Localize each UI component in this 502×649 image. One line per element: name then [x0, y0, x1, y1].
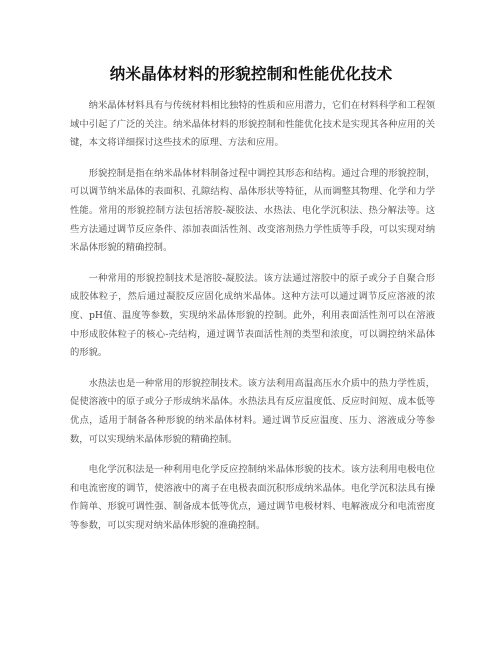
- paragraph-sol-gel: 一种常用的形貌控制技术是溶胶-凝胶法。该方法通过溶胶中的原子或分子自聚合形成胶体粒子，然后通过凝胶反应固化成纳米晶体。这种方法可以通过调节反应溶液的浓度、pH值、温度等参数，实现纳米晶体形貌的控制。此外，利用表面活性剂可以在溶液中形成胶体粒子的核心-壳结构，通过调节表面活性剂的类型和浓度，可以调控纳米晶体的形貌。: [70, 272, 435, 359]
- paragraph-morphology-control: 形貌控制是指在纳米晶体材料制备过程中调控其形态和结构。通过合理的形貌控制，可以调节纳米晶体的表面积、孔隙结构、晶体形状等特征，从而调整其物理、化学和力学性能。常用的形貌控制方法包括溶胶-凝胶法、水热法、电化学沉积法、热分解法等。这些方法通过调节反应条件、添加表面活性剂、改变溶剂热力学性质等手段，可以实现对纳米晶体形貌的精确控制。: [70, 167, 435, 254]
- paragraph-hydrothermal: 水热法也是一种常用的形貌控制技术。该方法利用高温高压水介质中的热力学性质，促使溶液中的原子或分子形成纳米晶体。水热法具有反应温度低、反应时间短、成本低等优点，适用于制备各种形貌的纳米晶体材料。通过调节反应温度、压力、溶液成分等参数，可以实现纳米晶体形貌的精确控制。: [70, 377, 435, 445]
- document-body: [70, 97, 435, 547]
- paragraph-intro: 纳米晶体材料具有与传统材料相比独特的性质和应用潜力，它们在材料科学和工程领域中引起了广泛的关注。纳米晶体材料的形貌控制和性能优化技术是实现其各种应用的关键，本文将详细探讨这些技术的原理、方法和应用。: [70, 100, 435, 149]
- paragraph-electrodeposition: 电化学沉积法是一种利用电化学反应控制纳米晶体形貌的技术。该方法利用电极电位和电流密度的调节，使溶液中的离子在电极表面沉积形成纳米晶体。电化学沉积法具有操作简单、形貌可调性强、制备成本低等优点，通过调节电极材料、电解液成分和电流密度等参数，可以实现对纳米晶体形貌的准确控制。: [70, 464, 435, 531]
- document-title: 纳米晶体材料的形貌控制和性能优化技术: [109, 65, 393, 83]
